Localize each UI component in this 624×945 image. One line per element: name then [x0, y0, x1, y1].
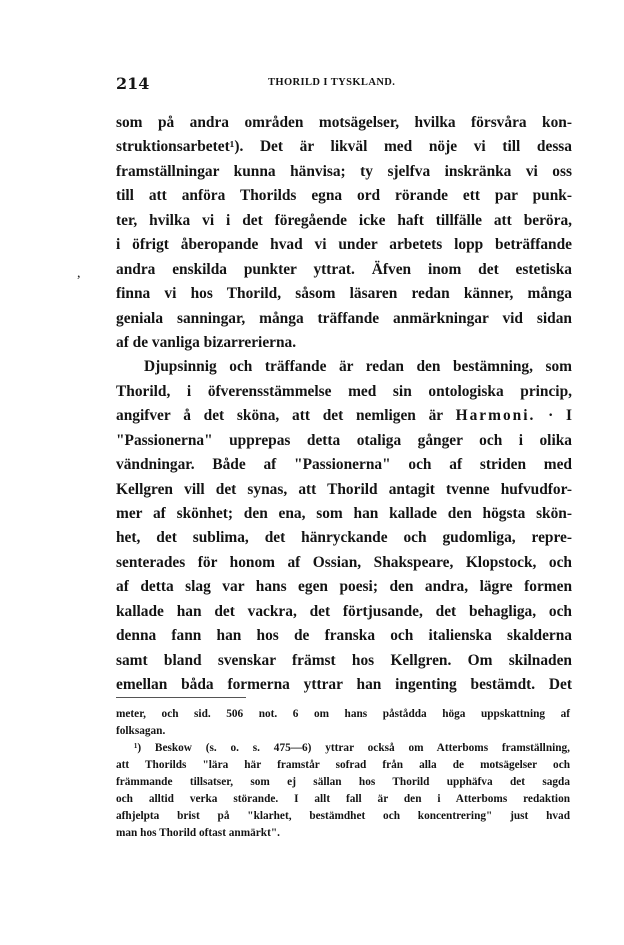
- text-line: denna fann han hos de franska och italienska skalderna: [116, 627, 572, 645]
- spaced-word: Harmoni.: [455, 407, 536, 425]
- footnote-line: afhjelpta brist på "klarhet, bestämdhet och koncentrering" just hvad: [116, 810, 570, 822]
- text-line: Kellgren vill det synas, att Thorild antagit tvenne hufvudfor-: [116, 480, 572, 498]
- text-line: andra enskilda punkter yttrat. Äfven inom det estetiska: [116, 260, 572, 278]
- footnote-line: att Thorilds "lära här framstår sofrad från alla de motsägelser och: [116, 759, 570, 771]
- page-number: 214: [116, 74, 150, 93]
- text-line: framställningar kunna hänvisa; ty sjelfva inskränka vi oss: [116, 162, 572, 180]
- margin-mark: ,: [77, 266, 81, 281]
- text-line: samt bland svenskar främst hos Kellgren. Om skilnaden: [116, 651, 572, 669]
- text-line: till att anföra Thorilds egna ord rörande ett par punk-: [116, 187, 572, 205]
- footnote-line: och alltid verka störande. I allt fall är den i Atterboms redaktion: [116, 793, 570, 805]
- paragraph-2: [116, 355, 572, 697]
- text-line: het, det sublima, det hänryckande och gudomliga, repre-: [116, 529, 572, 547]
- footnotes: [116, 706, 570, 842]
- paragraph-1: [116, 111, 572, 355]
- text-line: "Passionerna" upprepas detta otaliga gånger och i olika: [116, 431, 572, 449]
- text-line-with-spaced-word: [116, 404, 572, 428]
- footnote-line: främmande tillsatser, som ej sällan hos Thorild upphäfva det sagda: [116, 776, 570, 788]
- footnote-line: folksagan.: [116, 725, 166, 737]
- text-line: vändningar. Både af "Passionerna" och af striden med: [116, 456, 572, 474]
- text-fragment: angifver å det sköna, att det nemligen är: [116, 407, 443, 425]
- text-fragment: · I: [548, 407, 572, 425]
- running-title: THORILD I TYSKLAND.: [268, 77, 396, 88]
- text-line: som på andra områden motsägelser, hvilka försvåra kon-: [116, 114, 572, 131]
- footnote-line: man hos Thorild oftast anmärkt".: [116, 827, 280, 839]
- text-line: i öfrigt åberopande hvad vi under arbetets lopp beträffande: [116, 236, 572, 254]
- text-line: ter, hvilka vi i det föregående icke haft tillfälle att beröra,: [116, 211, 572, 229]
- body-text: [116, 111, 572, 698]
- text-line: finna vi hos Thorild, såsom läsaren redan känner, många: [116, 285, 572, 303]
- footnote-divider: [116, 697, 246, 698]
- text-line: af de vanliga bizarrerierna.: [116, 333, 297, 351]
- text-line: af detta slag var hans egen poesi; den andra, lägre formen: [116, 578, 572, 596]
- text-line: kallade han det vackra, det förtjusande, det behagliga, och: [116, 602, 572, 620]
- text-line: geniala sanningar, många träffande anmärkningar vid sidan: [116, 309, 572, 327]
- text-line: Thorild, i öfverensstämmelse med sin ontologiska princip,: [116, 382, 572, 400]
- text-line: mer af skönhet; den ena, som han kallade den högsta skön-: [116, 505, 572, 522]
- text-line: struktionsarbetet¹). Det är likväl med nöje vi till dessa: [116, 138, 572, 156]
- text-line: Djupsinnig och träffande är redan den bestämning, som: [144, 358, 572, 376]
- footnote-line: ¹) Beskow (s. o. s. 475—6) yttrar också om Atterboms framställning,: [134, 742, 570, 754]
- page-header: [116, 74, 570, 98]
- text-line: senterades för honom af Ossian, Shakspeare, Klopstock, och: [116, 553, 572, 571]
- footnote-line: meter, och sid. 506 not. 6 om hans påstådda höga uppskattning af: [116, 708, 570, 720]
- text-line: emellan båda formerna yttrar han ingenting bestämdt. Det: [116, 676, 572, 694]
